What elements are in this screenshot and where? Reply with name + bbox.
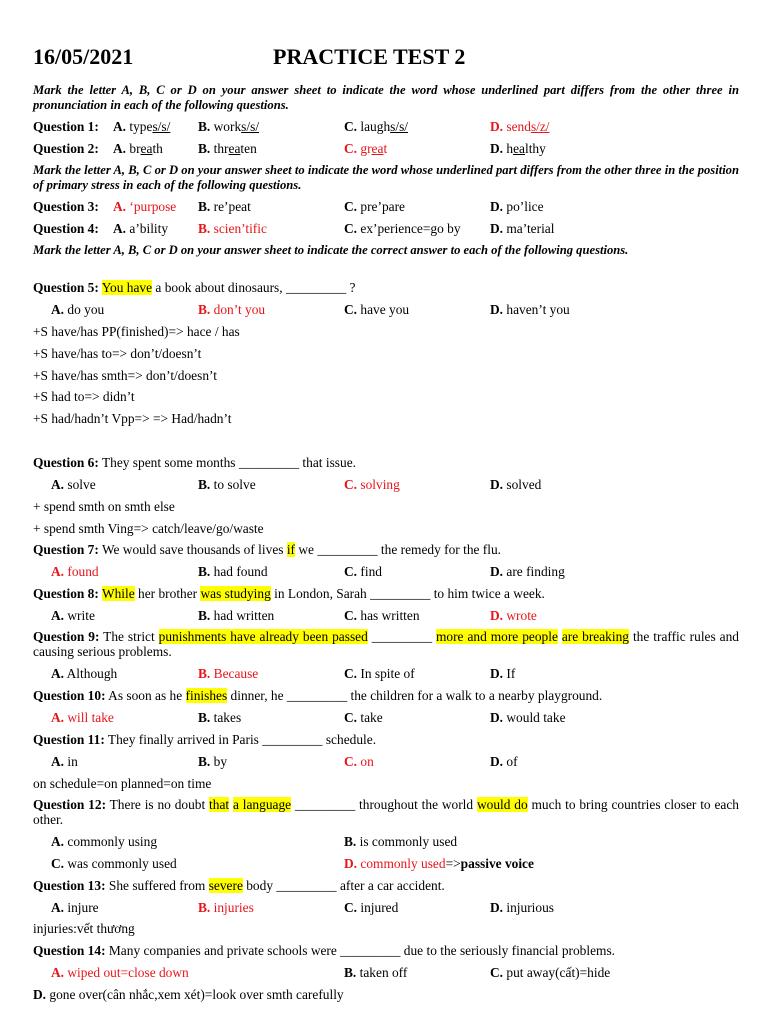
question-label: Question 11: — [33, 732, 105, 747]
grammar-note: passive voice — [460, 856, 534, 871]
option-a — [113, 117, 170, 137]
option-letter: D. — [490, 477, 504, 492]
option-text: In spite of — [360, 666, 415, 681]
arrow-note: => — [445, 856, 461, 871]
option-text: is commonly used — [359, 834, 458, 849]
option-text: Because — [213, 666, 259, 681]
option-text: ex’perience=go by — [360, 221, 461, 236]
option-c — [344, 197, 405, 217]
option-b-answer — [198, 219, 267, 239]
option-d — [490, 139, 546, 159]
question-text: Many companies and private schools were _________ due to the seriously financial problems. — [105, 943, 616, 958]
option-b — [344, 963, 407, 983]
option-d-answer — [490, 117, 550, 137]
option-text: type — [129, 119, 153, 134]
option-c — [344, 219, 461, 239]
page-header — [33, 44, 739, 74]
option-c — [344, 606, 420, 626]
question-label: Question 3: — [33, 199, 99, 214]
highlight: would do — [476, 797, 528, 812]
option-c — [490, 963, 610, 983]
option-letter: A. — [51, 608, 65, 623]
question-4 — [33, 219, 739, 239]
option-d — [490, 898, 554, 918]
option-c-answer — [344, 139, 387, 159]
option-letter: B. — [198, 119, 211, 134]
option-text: takes — [213, 710, 242, 725]
option-text: take — [360, 710, 383, 725]
question-12 — [33, 798, 739, 827]
option-text: had written — [213, 608, 275, 623]
option-letter: A. — [51, 302, 65, 317]
option-letter: D. — [490, 900, 504, 915]
option-c — [51, 854, 177, 874]
option-letter: D. — [490, 141, 504, 156]
option-letter: A. — [51, 666, 65, 681]
option-b-answer — [198, 664, 258, 684]
question-14-option-d — [33, 985, 739, 1005]
option-text: commonly using — [67, 834, 158, 849]
option-d — [490, 219, 554, 239]
question-12-options-row1 — [33, 832, 739, 852]
question-label: Question 7: — [33, 542, 99, 557]
option-letter: A. — [51, 564, 65, 579]
highlight: You have — [101, 280, 153, 295]
highlight: if — [286, 542, 296, 557]
option-letter: A. — [51, 900, 65, 915]
option-a — [51, 752, 78, 772]
option-c-answer — [344, 752, 374, 772]
option-letter: A. — [51, 710, 65, 725]
option-a-answer — [51, 562, 99, 582]
option-letter: A. — [51, 477, 65, 492]
option-c — [344, 708, 383, 728]
option-text: wrote — [506, 608, 537, 623]
option-letter: C. — [344, 141, 358, 156]
underlined-part: ea — [140, 141, 153, 156]
question-11 — [33, 730, 739, 750]
question-7-options — [33, 562, 739, 582]
instruction-pronunciation: Mark the letter A, B, C or D on your answer sheet to indicate the word whose underlined part differs from the other three in pronunciation in each of the following questions. — [33, 83, 739, 112]
option-text: a’bility — [129, 221, 169, 236]
option-d — [490, 708, 566, 728]
option-b — [198, 606, 274, 626]
page-title: PRACTICE TEST 2 — [273, 44, 466, 69]
question-5 — [33, 278, 739, 298]
option-d — [490, 475, 541, 495]
option-letter: C. — [344, 477, 358, 492]
option-text: t — [383, 141, 388, 156]
option-text: in — [67, 754, 78, 769]
option-text: thr — [213, 141, 229, 156]
highlight: more and more people — [435, 629, 558, 644]
option-b — [198, 139, 257, 159]
option-letter: C. — [344, 564, 358, 579]
option-b — [198, 708, 241, 728]
option-text: on — [360, 754, 374, 769]
option-letter: B. — [198, 221, 211, 236]
option-text: solving — [360, 477, 400, 492]
question-text: There is no doubt — [106, 797, 210, 812]
option-d-answer — [490, 606, 537, 626]
option-text: haven’t you — [506, 302, 570, 317]
option-text: h — [506, 141, 514, 156]
highlight: punishments have already been passed — [158, 629, 368, 644]
question-label: Question 12: — [33, 797, 107, 812]
option-letter: B. — [198, 141, 211, 156]
option-b — [198, 197, 251, 217]
highlight: a language — [232, 797, 292, 812]
option-letter: A. — [51, 754, 65, 769]
option-text: work — [213, 119, 242, 134]
option-b — [198, 117, 259, 137]
option-text: th — [152, 141, 163, 156]
option-c — [344, 300, 409, 320]
question-text: As soon as he — [105, 688, 186, 703]
question-label: Question 2: — [33, 141, 99, 156]
option-letter: C. — [344, 608, 358, 623]
highlight: are breaking — [561, 629, 629, 644]
question-text: dinner, he _________ the children for a walk to a nearby playground. — [227, 688, 603, 703]
option-b-answer — [198, 300, 265, 320]
option-a — [51, 898, 99, 918]
question-text: her brother — [134, 586, 201, 601]
question-14-options — [33, 963, 739, 983]
question-8 — [33, 584, 739, 604]
question-7 — [33, 540, 739, 560]
option-letter: A. — [113, 221, 127, 236]
instruction-stress: Mark the letter A, B, C or D on your answer sheet to indicate the word whose underlined part differs from the other three in the position of primary stress in each of the following questions. — [33, 163, 739, 192]
question-label: Question 10: — [33, 688, 106, 703]
option-b-answer — [198, 898, 254, 918]
note-line: +S have/has smth=> don’t/doesn’t — [33, 368, 217, 383]
option-d-answer — [344, 854, 534, 874]
note-line: injuries:vết thương — [33, 921, 135, 936]
option-d — [490, 562, 565, 582]
option-c-answer — [344, 475, 400, 495]
option-text: would take — [506, 710, 566, 725]
option-text: found — [67, 564, 99, 579]
option-letter: D. — [490, 564, 504, 579]
option-letter: A. — [113, 199, 127, 214]
option-letter: B. — [344, 834, 357, 849]
option-letter: D. — [33, 987, 47, 1002]
option-text: ten — [240, 141, 257, 156]
question-1 — [33, 117, 739, 137]
option-d — [490, 197, 544, 217]
underlined-part: ea — [371, 141, 384, 156]
option-letter: D. — [490, 199, 504, 214]
question-3 — [33, 197, 739, 217]
question-10 — [33, 686, 739, 706]
option-c — [344, 117, 408, 137]
question-8-options — [33, 606, 739, 626]
question-label: Question 1: — [33, 119, 99, 134]
option-letter: C. — [490, 965, 504, 980]
option-letter: C. — [344, 710, 358, 725]
option-letter: A. — [51, 834, 65, 849]
option-text: ‘purpose — [129, 199, 177, 214]
option-letter: D. — [490, 710, 504, 725]
option-text: have you — [360, 302, 410, 317]
option-c — [344, 664, 415, 684]
option-text: of — [506, 754, 518, 769]
option-text: don’t you — [213, 302, 266, 317]
option-b — [344, 832, 457, 852]
option-a-answer — [113, 197, 176, 217]
option-c — [344, 562, 382, 582]
test-date: 16/05/2021 — [33, 44, 134, 69]
option-text: send — [506, 119, 531, 134]
option-letter: C. — [344, 221, 358, 236]
highlight: While — [101, 586, 135, 601]
question-text: a book about dinosaurs, _________ ? — [152, 280, 356, 295]
question-text: The strict — [99, 629, 159, 644]
question-text: we _________ the remedy for the flu. — [295, 542, 502, 557]
option-letter: D. — [490, 754, 504, 769]
question-5-options — [33, 300, 739, 320]
option-letter: A. — [113, 119, 127, 134]
option-b — [198, 752, 227, 772]
question-13 — [33, 876, 739, 896]
question-label: Question 9: — [33, 629, 100, 644]
question-label: Question 4: — [33, 221, 99, 236]
option-text: do you — [67, 302, 105, 317]
option-b — [198, 562, 268, 582]
option-text: br — [129, 141, 141, 156]
option-text: solve — [67, 477, 96, 492]
note-line: +S have/has PP(finished)=> hace / has — [33, 324, 240, 339]
option-letter: B. — [198, 477, 211, 492]
option-letter: B. — [198, 608, 211, 623]
option-d — [490, 664, 515, 684]
question-text: They finally arrived in Paris _________ schedule. — [104, 732, 377, 747]
option-text: solved — [506, 477, 542, 492]
option-text: If — [506, 666, 516, 681]
note-line: + spend smth Ving=> catch/leave/go/waste — [33, 521, 264, 536]
option-text: was commonly used — [67, 856, 177, 871]
question-label: Question 14: — [33, 943, 106, 958]
option-a-answer — [51, 708, 114, 728]
option-letter: A. — [51, 965, 65, 980]
option-b — [198, 475, 256, 495]
option-text: gone over(cân nhắc,xem xét)=look over smth carefully — [49, 987, 344, 1002]
option-text: taken off — [359, 965, 408, 980]
question-text: They spent some months _________ that issue. — [98, 455, 356, 470]
underlined-part: s/s/ — [390, 119, 409, 134]
option-letter: B. — [198, 710, 211, 725]
question-text: _________ — [367, 629, 436, 644]
option-text: wiped out=close down — [67, 965, 189, 980]
question-12-options-row2 — [33, 854, 739, 874]
option-text: Although — [66, 666, 118, 681]
question-label: Question 6: — [33, 455, 99, 470]
question-11-options — [33, 752, 739, 772]
option-letter: C. — [344, 302, 358, 317]
highlight: severe — [208, 878, 243, 893]
option-letter: B. — [198, 666, 211, 681]
option-text: had found — [213, 564, 268, 579]
option-text: by — [213, 754, 228, 769]
option-a — [113, 219, 168, 239]
option-letter: C. — [344, 666, 358, 681]
question-label: Question 5: — [33, 280, 99, 295]
option-letter: D. — [490, 666, 504, 681]
option-text: write — [67, 608, 95, 623]
option-text: pre’pare — [360, 199, 405, 214]
question-text: We would save thousands of lives — [98, 542, 287, 557]
highlight: that — [209, 797, 230, 812]
underlined-part: s/s/ — [241, 119, 260, 134]
option-text: are finding — [506, 564, 565, 579]
question-6 — [33, 453, 739, 473]
option-letter: B. — [198, 302, 211, 317]
note-line: +S had/hadn’t Vpp=> => Had/hadn’t — [33, 411, 232, 426]
option-text: re’peat — [213, 199, 251, 214]
option-text: laugh — [360, 119, 391, 134]
question-14 — [33, 941, 739, 961]
question-label: Question 13: — [33, 878, 106, 893]
question-text: in London, Sarah _________ to him twice a week. — [270, 586, 545, 601]
note-line: + spend smth on smth else — [33, 499, 175, 514]
option-letter: B. — [198, 900, 211, 915]
underlined-part: s/s/ — [152, 119, 171, 134]
option-a — [51, 832, 157, 852]
option-c — [344, 898, 398, 918]
option-text: to solve — [213, 477, 256, 492]
option-a — [113, 139, 163, 159]
question-2 — [33, 139, 739, 159]
option-text: has written — [360, 608, 420, 623]
option-a — [51, 606, 95, 626]
option-text: injure — [67, 900, 99, 915]
question-6-options — [33, 475, 739, 495]
option-text: commonly used — [360, 856, 446, 871]
option-text: put away(cất)=hide — [506, 965, 611, 980]
highlight: was studying — [200, 586, 271, 601]
option-d — [490, 300, 570, 320]
question-label: Question 8: — [33, 586, 99, 601]
underlined-part: s/z/ — [530, 119, 550, 134]
underlined-part: ea — [513, 141, 525, 156]
option-text: scien’tific — [213, 221, 267, 236]
question-9 — [33, 630, 739, 659]
option-letter: C. — [344, 754, 358, 769]
option-text: injured — [360, 900, 399, 915]
note-line: +S have/has to=> don’t/doesn’t — [33, 346, 202, 361]
question-text: much to bring countries closer to each other. — [33, 797, 739, 827]
question-text: the traffic rules and causing serious problems. — [33, 629, 739, 659]
highlight: finishes — [185, 688, 228, 703]
option-text: gr — [360, 141, 372, 156]
option-letter: C. — [344, 199, 358, 214]
option-text: will take — [67, 710, 114, 725]
option-a — [51, 300, 104, 320]
question-13-options — [33, 898, 739, 918]
option-letter: D. — [490, 608, 504, 623]
option-text: lthy — [524, 141, 546, 156]
option-text: injurious — [506, 900, 555, 915]
question-text: She suffered from — [105, 878, 209, 893]
note-line: on schedule=on planned=on time — [33, 776, 212, 791]
option-letter: D. — [490, 302, 504, 317]
note-line: +S had to=> didn’t — [33, 389, 135, 404]
option-letter: C. — [51, 856, 65, 871]
question-10-options — [33, 708, 739, 728]
option-letter: B. — [198, 199, 211, 214]
option-a-answer — [51, 963, 189, 983]
underlined-part: ea — [228, 141, 241, 156]
question-9-options — [33, 664, 739, 684]
option-a — [51, 664, 117, 684]
option-text: find — [360, 564, 382, 579]
option-letter: D. — [490, 119, 504, 134]
option-text: po’lice — [506, 199, 544, 214]
option-letter: D. — [344, 856, 358, 871]
question-text: _________ throughout the world — [291, 797, 477, 812]
option-letter: C. — [344, 900, 358, 915]
option-text: ma’terial — [506, 221, 555, 236]
option-letter: B. — [344, 965, 357, 980]
option-letter: A. — [113, 141, 127, 156]
option-letter: B. — [198, 754, 211, 769]
option-letter: B. — [198, 564, 211, 579]
instruction-correct-answer: Mark the letter A, B, C or D on your answer sheet to indicate the correct answer to each of the following questions. — [33, 243, 629, 257]
question-text: body _________ after a car accident. — [242, 878, 445, 893]
option-a — [51, 475, 96, 495]
option-letter: C. — [344, 119, 358, 134]
option-letter: D. — [490, 221, 504, 236]
option-d — [490, 752, 518, 772]
option-text: injuries — [213, 900, 254, 915]
